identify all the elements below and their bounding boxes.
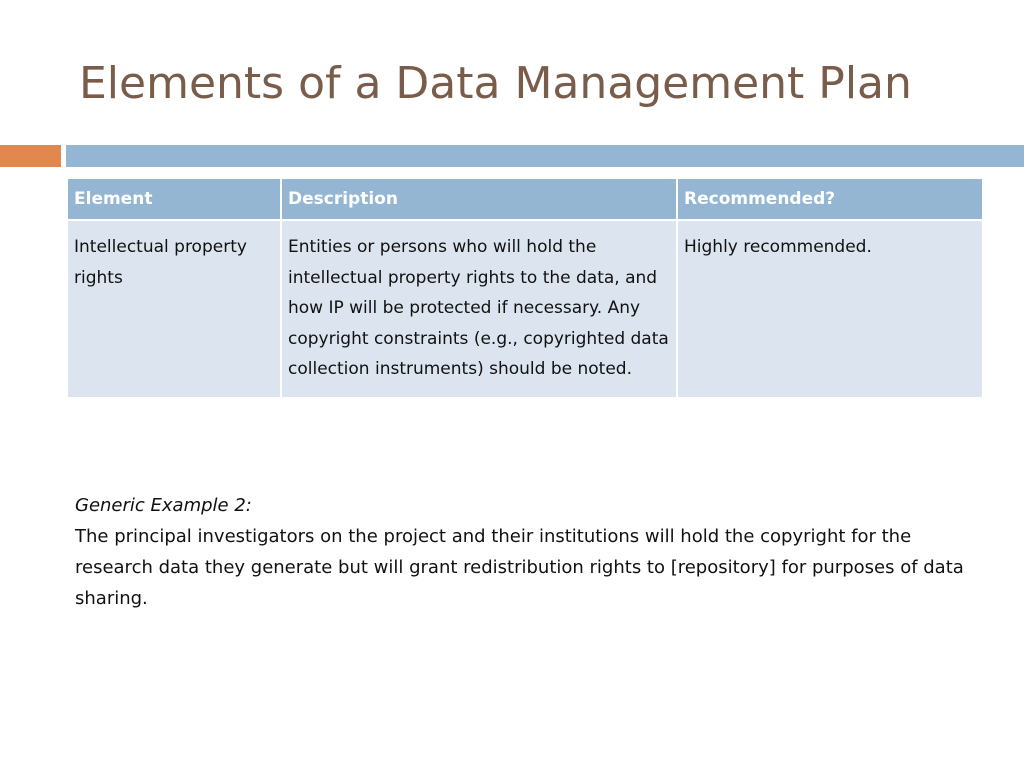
cell-recommended: Highly recommended. <box>677 220 982 398</box>
slide-title: Elements of a Data Management Plan <box>79 58 912 109</box>
table-header-row <box>68 179 982 220</box>
column-header-recommended: Recommended? <box>677 179 982 220</box>
dmp-elements-table <box>68 179 982 399</box>
column-header-element: Element <box>68 179 281 220</box>
example-label: Generic Example 2: <box>75 495 252 516</box>
table-row <box>68 220 982 398</box>
accent-bar-blue <box>66 145 1024 167</box>
cell-description: Entities or persons who will hold the intellectual property rights to the data, and how IP will be protected if necessary. Any copyright constraints (e.g., copyrighted data collection instruments) should be noted. <box>281 220 677 398</box>
example-text: The principal investigators on the project and their institutions will hold the copyright for the research data they generate but will grant redistribution rights to [repository] for purposes of data sharing. <box>75 526 964 609</box>
generic-example <box>75 490 975 614</box>
cell-element: Intellectual property rights <box>68 220 281 398</box>
column-header-description: Description <box>281 179 677 220</box>
accent-bar-orange <box>0 145 61 167</box>
